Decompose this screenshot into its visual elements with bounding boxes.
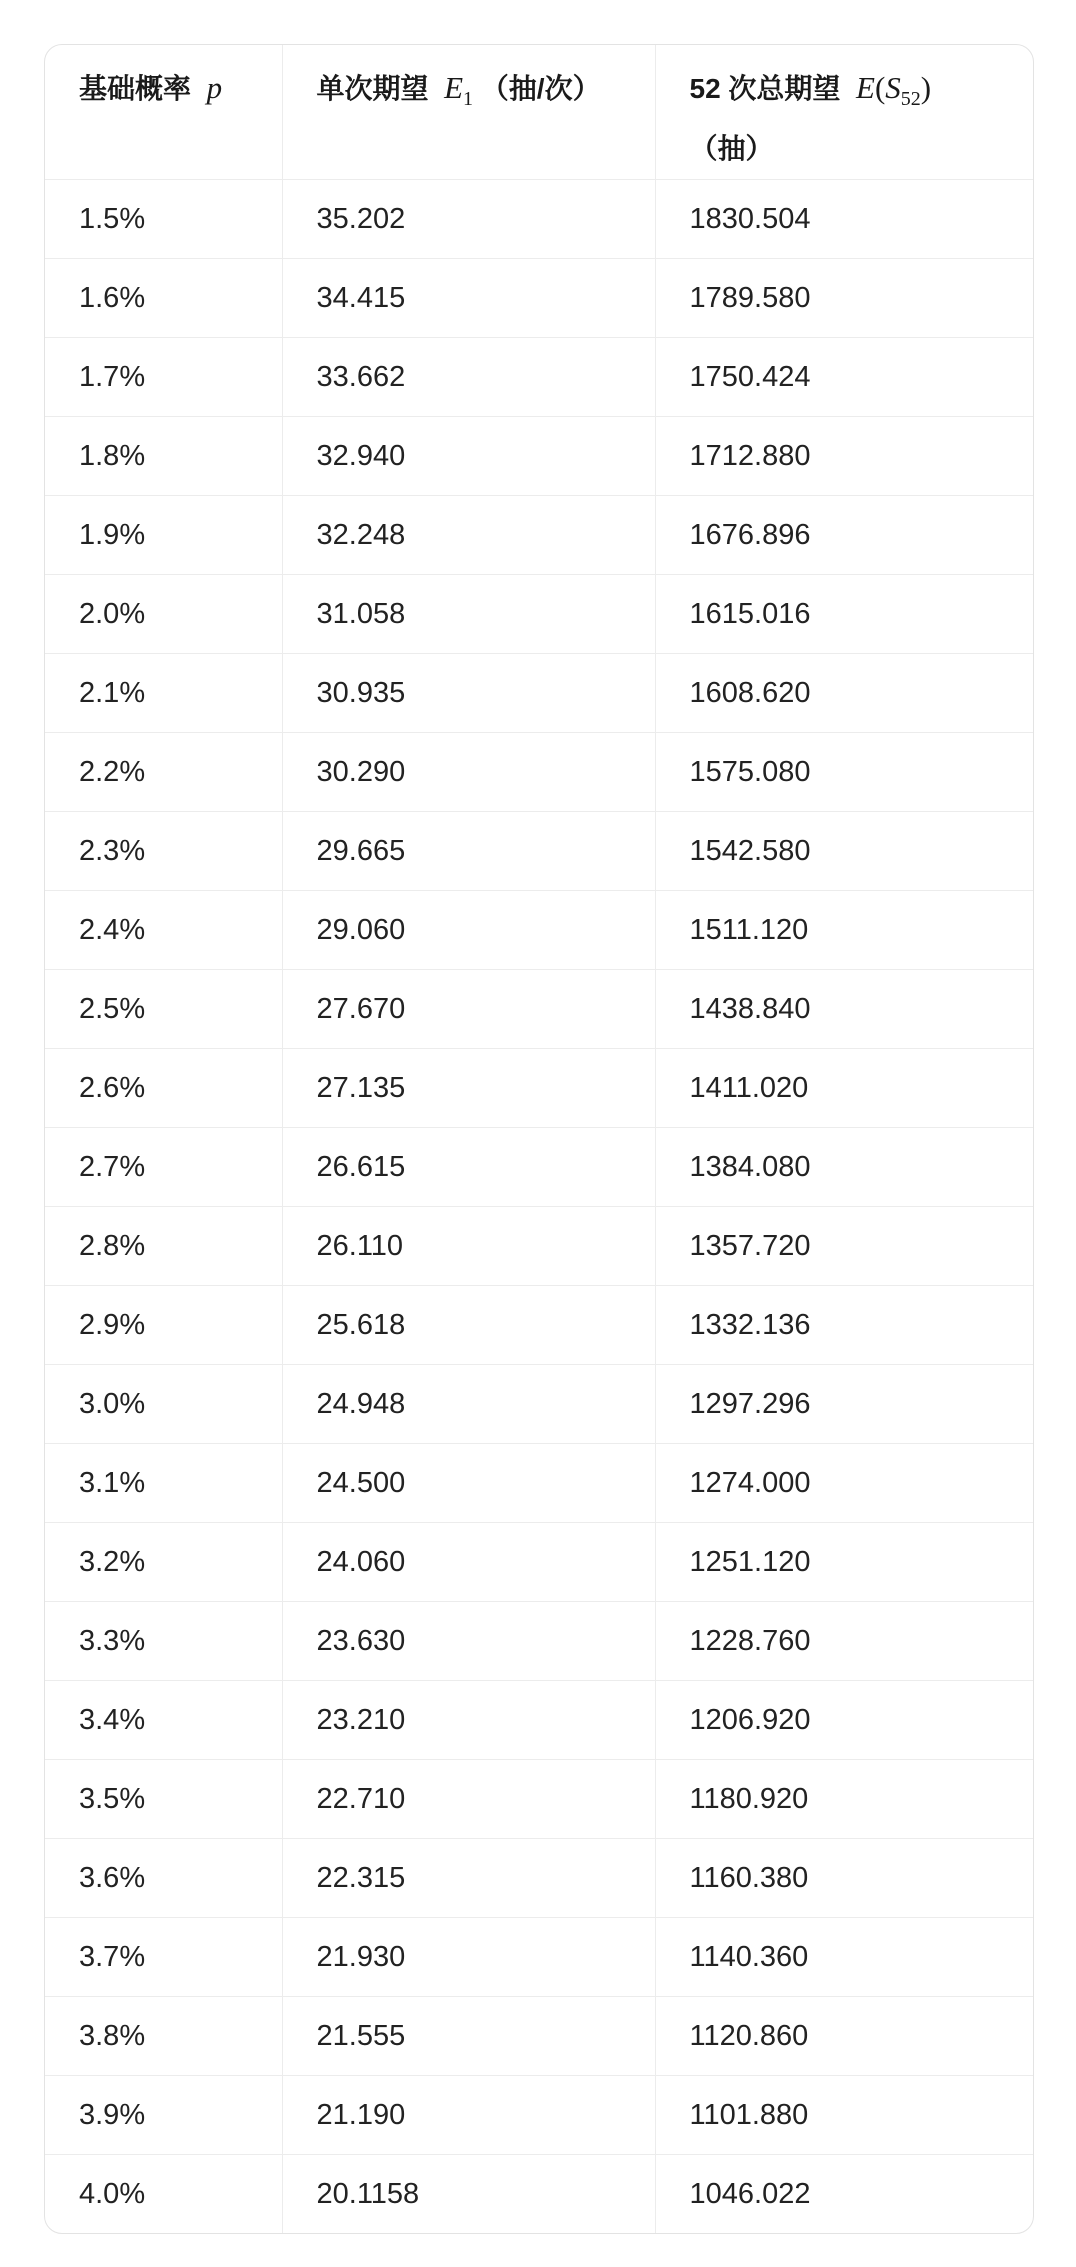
cell-base-probability: 2.8% — [45, 1206, 282, 1285]
header-math-symbol: $E_1$ — [444, 70, 474, 111]
cell-base-probability: 1.7% — [45, 337, 282, 416]
table-row — [45, 811, 1033, 890]
cell-total-expectation: 1206.920 — [655, 1680, 1033, 1759]
cell-base-probability: 3.9% — [45, 2075, 282, 2154]
cell-base-probability: 4.0% — [45, 2154, 282, 2233]
table-row — [45, 1838, 1033, 1917]
cell-total-expectation: 1750.424 — [655, 337, 1033, 416]
cell-total-expectation: 1712.880 — [655, 416, 1033, 495]
cell-base-probability: 1.9% — [45, 495, 282, 574]
cell-single-expectation: 26.615 — [282, 1127, 655, 1206]
cell-single-expectation: 24.060 — [282, 1522, 655, 1601]
table-row — [45, 2154, 1033, 2233]
cell-base-probability: 2.0% — [45, 574, 282, 653]
cell-total-expectation: 1608.620 — [655, 653, 1033, 732]
table-row — [45, 2075, 1033, 2154]
table-row — [45, 574, 1033, 653]
cell-total-expectation: 1228.760 — [655, 1601, 1033, 1680]
cell-base-probability: 2.6% — [45, 1048, 282, 1127]
header-label: 单次期望 — [316, 73, 429, 104]
cell-total-expectation: 1180.920 — [655, 1759, 1033, 1838]
cell-total-expectation: 1297.296 — [655, 1364, 1033, 1443]
table-row — [45, 1601, 1033, 1680]
table-row — [45, 969, 1033, 1048]
table-row — [45, 179, 1033, 258]
cell-single-expectation: 26.110 — [282, 1206, 655, 1285]
cell-single-expectation: 21.555 — [282, 1996, 655, 2075]
cell-total-expectation: 1384.080 — [655, 1127, 1033, 1206]
cell-single-expectation: 33.662 — [282, 337, 655, 416]
cell-base-probability: 3.6% — [45, 1838, 282, 1917]
table-row — [45, 890, 1033, 969]
cell-total-expectation: 1615.016 — [655, 574, 1033, 653]
cell-base-probability: 3.7% — [45, 1917, 282, 1996]
cell-base-probability: 1.5% — [45, 179, 282, 258]
cell-single-expectation: 27.670 — [282, 969, 655, 1048]
table-row — [45, 1206, 1033, 1285]
cell-total-expectation: 1332.136 — [655, 1285, 1033, 1364]
cell-total-expectation: 1830.504 — [655, 179, 1033, 258]
table-row — [45, 1048, 1033, 1127]
cell-single-expectation: 30.935 — [282, 653, 655, 732]
table-row — [45, 416, 1033, 495]
cell-total-expectation: 1511.120 — [655, 890, 1033, 969]
cell-single-expectation: 34.415 — [282, 258, 655, 337]
table-row — [45, 1443, 1033, 1522]
header-base-probability — [45, 45, 282, 179]
cell-total-expectation: 1542.580 — [655, 811, 1033, 890]
table-row — [45, 1364, 1033, 1443]
cell-single-expectation: 29.060 — [282, 890, 655, 969]
cell-total-expectation: 1251.120 — [655, 1522, 1033, 1601]
probability-table-container — [44, 44, 1034, 2234]
cell-single-expectation: 24.500 — [282, 1443, 655, 1522]
cell-base-probability: 3.5% — [45, 1759, 282, 1838]
table-body — [45, 179, 1033, 2233]
cell-single-expectation: 35.202 — [282, 179, 655, 258]
cell-base-probability: 2.1% — [45, 653, 282, 732]
cell-single-expectation: 30.290 — [282, 732, 655, 811]
cell-single-expectation: 27.135 — [282, 1048, 655, 1127]
cell-total-expectation: 1160.380 — [655, 1838, 1033, 1917]
table-row — [45, 1917, 1033, 1996]
table-row — [45, 653, 1033, 732]
probability-table — [45, 45, 1033, 2233]
header-unit: （抽） — [689, 133, 774, 165]
cell-single-expectation: 29.665 — [282, 811, 655, 890]
cell-base-probability: 1.6% — [45, 258, 282, 337]
header-math-symbol: $E(S_{52})$ — [856, 70, 932, 111]
cell-single-expectation: 25.618 — [282, 1285, 655, 1364]
header-label: 52 次总期望 — [689, 73, 841, 104]
table-row — [45, 1127, 1033, 1206]
cell-single-expectation: 20.1158 — [282, 2154, 655, 2233]
cell-total-expectation: 1789.580 — [655, 258, 1033, 337]
table-row — [45, 732, 1033, 811]
cell-single-expectation: 22.710 — [282, 1759, 655, 1838]
table-header — [45, 45, 1033, 179]
cell-total-expectation: 1140.360 — [655, 1917, 1033, 1996]
cell-single-expectation: 21.930 — [282, 1917, 655, 1996]
cell-single-expectation: 32.248 — [282, 495, 655, 574]
cell-single-expectation: 24.948 — [282, 1364, 655, 1443]
cell-total-expectation: 1120.860 — [655, 1996, 1033, 2075]
header-total-expectation — [655, 45, 1033, 179]
cell-total-expectation: 1438.840 — [655, 969, 1033, 1048]
cell-single-expectation: 22.315 — [282, 1838, 655, 1917]
cell-base-probability: 2.2% — [45, 732, 282, 811]
cell-base-probability: 2.7% — [45, 1127, 282, 1206]
cell-total-expectation: 1046.022 — [689, 2177, 811, 2210]
cell-base-probability: 2.3% — [45, 811, 282, 890]
table-row — [45, 258, 1033, 337]
table-row — [45, 337, 1033, 416]
cell-single-expectation: 23.210 — [282, 1680, 655, 1759]
cell-total-expectation: 1575.080 — [655, 732, 1033, 811]
cell-base-probability: 3.8% — [45, 1996, 282, 2075]
cell-base-probability: 2.5% — [45, 969, 282, 1048]
cell-single-expectation: 23.630 — [282, 1601, 655, 1680]
header-unit: （抽/次） — [480, 73, 601, 104]
table-row — [45, 1680, 1033, 1759]
cell-base-probability: 3.2% — [45, 1522, 282, 1601]
table-row — [45, 1522, 1033, 1601]
table-row — [45, 1285, 1033, 1364]
cell-base-probability: 3.1% — [45, 1443, 282, 1522]
cell-base-probability: 3.3% — [45, 1601, 282, 1680]
cell-total-expectation: 1676.896 — [655, 495, 1033, 574]
cell-base-probability: 1.8% — [45, 416, 282, 495]
cell-single-expectation: 31.058 — [282, 574, 655, 653]
cell-total-expectation: 1357.720 — [655, 1206, 1033, 1285]
cell-base-probability: 3.4% — [45, 1680, 282, 1759]
header-math-symbol: p — [206, 70, 223, 105]
cell-single-expectation: 21.190 — [282, 2075, 655, 2154]
header-row — [45, 45, 1033, 179]
table-row — [45, 1759, 1033, 1838]
table-row — [45, 495, 1033, 574]
cell-base-probability: 2.4% — [45, 890, 282, 969]
cell-total-expectation: 1101.880 — [655, 2075, 1033, 2154]
cell-base-probability: 2.9% — [45, 1285, 282, 1364]
cell-base-probability: 3.0% — [45, 1364, 282, 1443]
cell-single-expectation: 32.940 — [282, 416, 655, 495]
cell-total-expectation: 1411.020 — [655, 1048, 1033, 1127]
header-label: 基础概率 — [79, 73, 192, 104]
cell-total-expectation: 1274.000 — [655, 1443, 1033, 1522]
table-row — [45, 1996, 1033, 2075]
header-single-expectation — [282, 45, 655, 179]
